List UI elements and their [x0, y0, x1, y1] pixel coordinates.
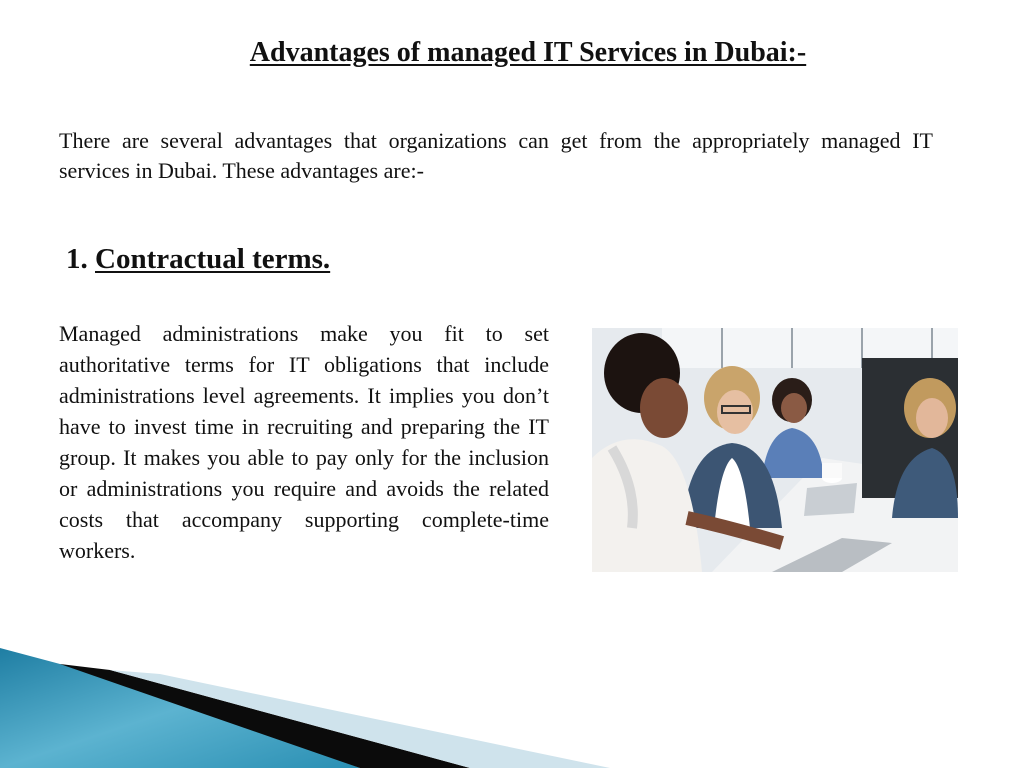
section-number: 1.: [66, 243, 88, 275]
section-heading: [66, 240, 330, 278]
section-body-text: Managed administrations make you fit to set authoritative terms for IT obligations that include administrations level agreements. It implies you don’t have to invest time in recruiting and preparing the IT group. It makes you able to pay only for the inclusion or administrations you require and avoids the related costs that accompany supporting complete-time workers.: [59, 321, 549, 563]
section-heading-link[interactable]: Contractual terms.: [95, 243, 331, 275]
intro-paragraph: There are several advantages that organizations can get from the appropriately managed IT services in Dubai. These advantages are:-: [59, 128, 933, 183]
decorative-footer-swoosh: [0, 640, 1024, 768]
office-team-photo: [592, 328, 958, 572]
slide-title: Advantages of managed IT Services in Dubai:-: [249, 37, 807, 68]
office-team-illustration: [592, 328, 958, 572]
